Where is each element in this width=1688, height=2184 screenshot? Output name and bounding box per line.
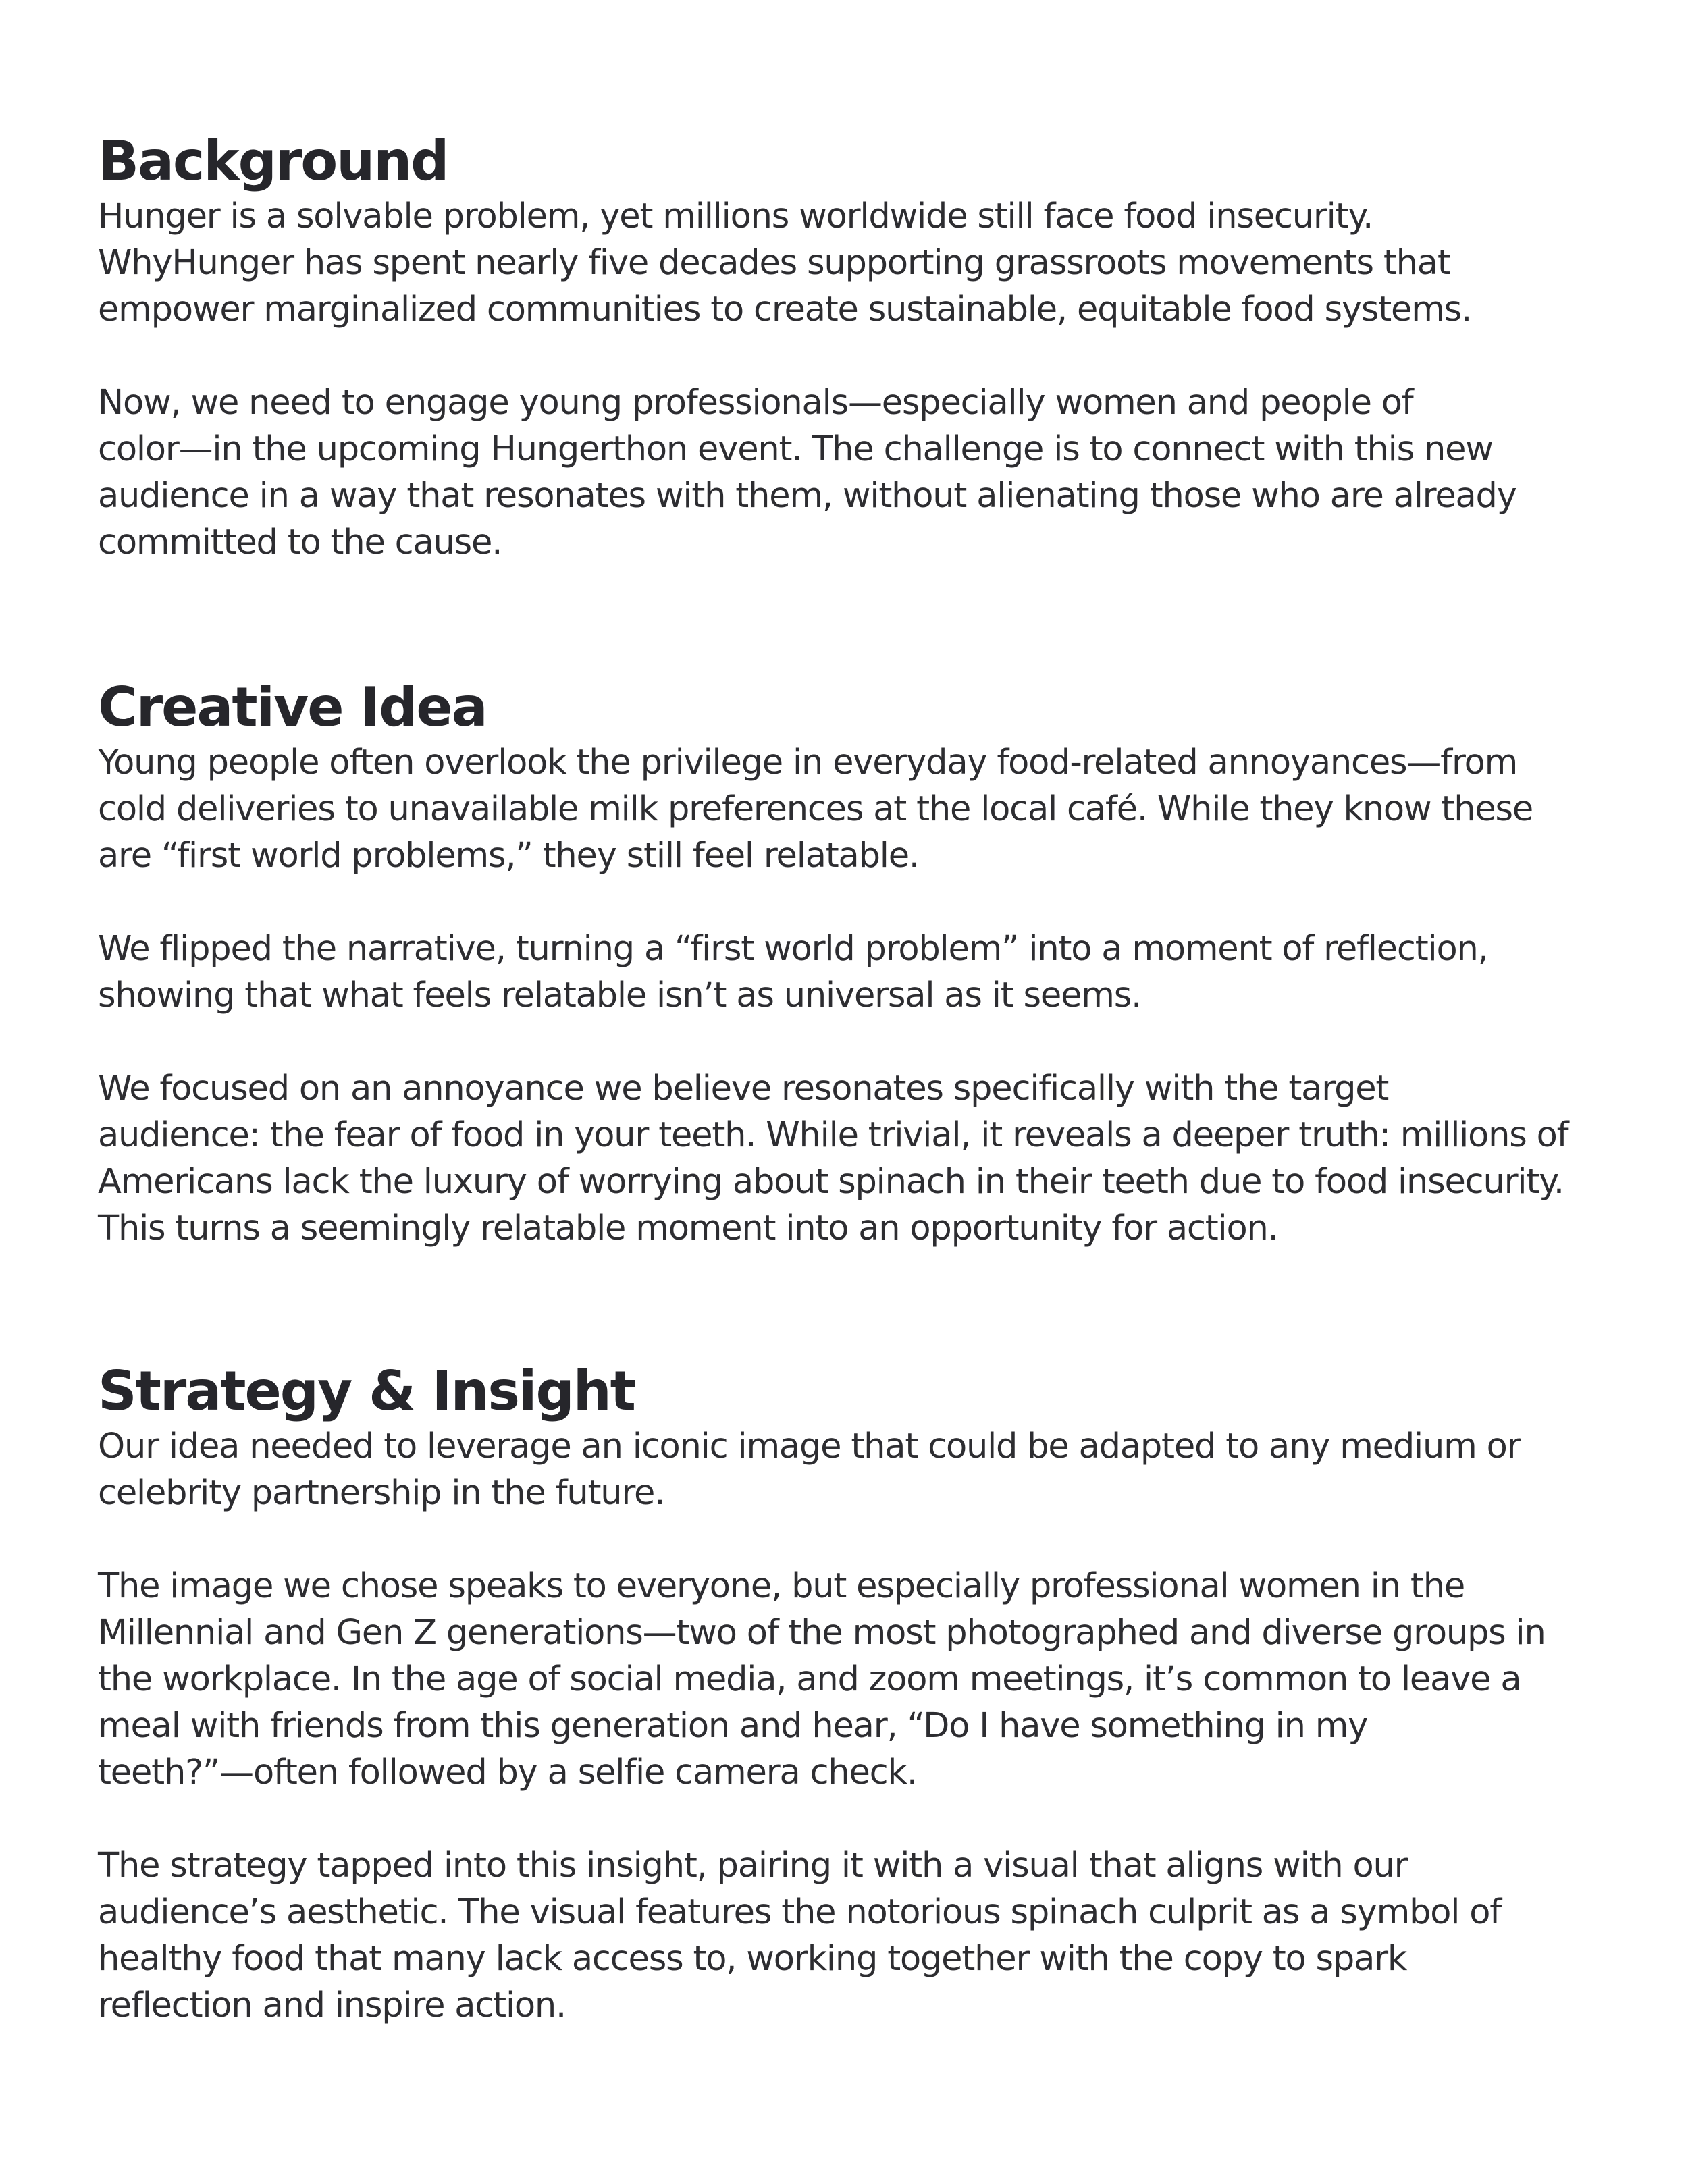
text-line: are “first world problems,” they still feel relatable. bbox=[98, 836, 919, 876]
text-line: Now, we need to engage young professionals—especially women and people of bbox=[98, 383, 1413, 423]
text-line: Hunger is a solvable problem, yet millions worldwide still face food insecurity. bbox=[98, 196, 1373, 236]
text-line: Our idea needed to leverage an iconic image that could be adapted to any medium or bbox=[98, 1427, 1521, 1466]
text-line: empower marginalized communities to create sustainable, equitable food systems. bbox=[98, 290, 1472, 329]
section-creative-idea bbox=[98, 676, 1617, 1298]
text-line: healthy food that many lack access to, working together with the copy to spark bbox=[98, 1939, 1407, 1979]
section-heading: Creative Idea bbox=[98, 676, 487, 739]
text-line: showing that what feels relatable isn’t as universal as it seems. bbox=[98, 976, 1142, 1015]
text-line: Millennial and Gen Z generations—two of the most photographed and diverse groups in bbox=[98, 1613, 1546, 1653]
text-line: The image we chose speaks to everyone, but especially professional women in the bbox=[98, 1566, 1465, 1606]
paragraph bbox=[98, 1423, 1617, 1516]
text-line: reflection and inspire action. bbox=[98, 1986, 566, 2025]
text-line: meal with friends from this generation and hear, “Do I have something in my bbox=[98, 1706, 1368, 1746]
section-heading: Background bbox=[98, 130, 448, 192]
text-line: teeth?”—often followed by a selfie camera check. bbox=[98, 1753, 917, 1792]
paragraph bbox=[98, 193, 1617, 333]
paragraph bbox=[98, 739, 1617, 879]
text-line: audience: the fear of food in your teeth. While trivial, it reveals a deeper truth: millions of bbox=[98, 1115, 1568, 1155]
section-background bbox=[98, 130, 1617, 612]
text-line: audience in a way that resonates with them, without alienating those who are already bbox=[98, 476, 1516, 516]
text-line: Americans lack the luxury of worrying about spinach in their teeth due to food insecurity. bbox=[98, 1162, 1564, 1202]
text-line: WhyHunger has spent nearly five decades supporting grassroots movements that bbox=[98, 243, 1450, 283]
paragraph bbox=[98, 1065, 1617, 1252]
paragraph bbox=[98, 1563, 1617, 1796]
text-line: celebrity partnership in the future. bbox=[98, 1473, 665, 1513]
section-strategy-insight bbox=[98, 1360, 1617, 2075]
text-line: We focused on an annoyance we believe resonates specifically with the target bbox=[98, 1069, 1389, 1109]
text-line: the workplace. In the age of social media, and zoom meetings, it’s common to leave a bbox=[98, 1659, 1521, 1699]
section-heading: Strategy & Insight bbox=[98, 1360, 635, 1422]
text-line: We flipped the narrative, turning a “first world problem” into a moment of reflection, bbox=[98, 929, 1488, 969]
text-line: committed to the cause. bbox=[98, 523, 502, 562]
text-line: The strategy tapped into this insight, pairing it with a visual that aligns with our bbox=[98, 1846, 1408, 1886]
text-line: audience’s aesthetic. The visual features the notorious spinach culprit as a symbol of bbox=[98, 1892, 1502, 1932]
paragraph bbox=[98, 1842, 1617, 2029]
text-line: This turns a seemingly relatable moment into an opportunity for action. bbox=[98, 1208, 1278, 1248]
text-line: color—in the upcoming Hungerthon event. The challenge is to connect with this new bbox=[98, 429, 1493, 469]
paragraph bbox=[98, 926, 1617, 1019]
text-line: cold deliveries to unavailable milk preferences at the local café. While they know these bbox=[98, 789, 1533, 829]
paragraph bbox=[98, 379, 1617, 566]
text-line: Young people often overlook the privilege in everyday food-related annoyances—from bbox=[98, 743, 1518, 782]
